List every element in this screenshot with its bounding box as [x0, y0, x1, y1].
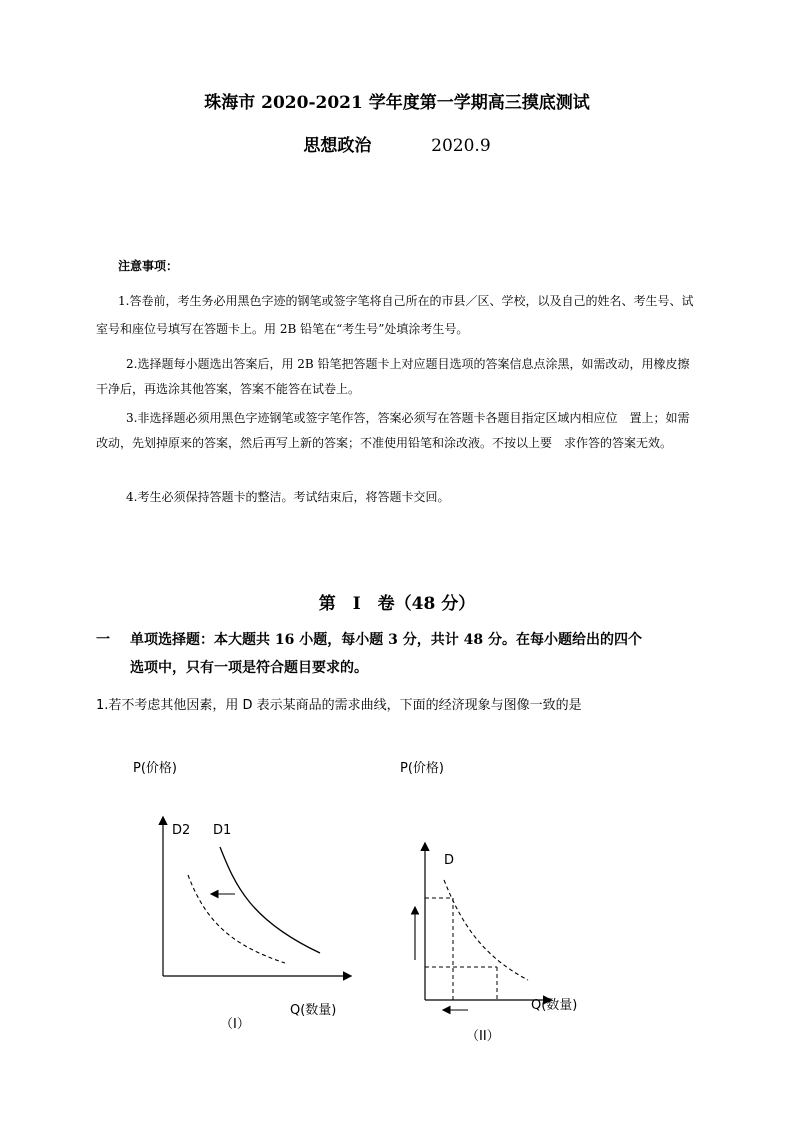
- graph-1: [150, 810, 370, 1010]
- graph-2: [410, 830, 580, 1020]
- graph-2-x-label: Q(数量): [531, 998, 578, 1013]
- graph-1-curve-d2: [188, 875, 285, 963]
- note-item-2: 2.选择题每小题选出答案后，用 2B 铅笔把答题卡上对应题目选项的答案信息点涂黑，如需改动，用橡皮擦干净后，再选涂其他答案，答案不能答在试卷上。: [96, 357, 690, 396]
- part-line-2: 选项中，只有一项是符合题目要求的。: [130, 660, 368, 676]
- exam-title: 珠海市 2020-2021 学年度第一学期高三摸底测试: [204, 93, 590, 113]
- graph-1-label-d1: D1: [213, 823, 232, 838]
- graph-1-curve-d1: [220, 847, 320, 953]
- section-title: 第 I 卷（48 分）: [318, 594, 476, 614]
- part-instructions: [96, 626, 700, 682]
- note-item-1: 1.答卷前，考生务必用黑色字迹的钢笔或签字笔将自己所在的市县／区、学校，以及自己的姓名、考生号、试室号和座位号填写在答题卡上。用 2B 铅笔在“考生号”处填涂考生号。: [96, 294, 694, 336]
- graph-2-caption: （II）: [466, 1029, 500, 1044]
- part-marker: 一: [96, 632, 110, 648]
- note-item-4: 4.考生必须保持答题卡的整洁。考试结束后，将答题卡交回。: [126, 490, 450, 504]
- exam-subtitle: [0, 131, 794, 156]
- part-line-1: 单项选择题：本大题共 16 小题，每小题 3 分，共计 48 分。在每小题给出的四个: [130, 632, 642, 648]
- graph-1-y-label: P(价格): [133, 761, 177, 776]
- graph-1-label-d2: D2: [172, 823, 191, 838]
- exam-date: 2020.9: [431, 136, 491, 156]
- note-item-3: 3.非选择题必须用黑色字迹钢笔或签字笔作答，答案必须写在答题卡各题目指定区域内相应位 置上；如需改动，先划掉原来的答案，然后再写上新的答案；不准使用铅笔和涂改液。不按以上要 求作答的答案无效。: [96, 411, 690, 450]
- graph-1-caption: （I）: [220, 1017, 250, 1032]
- subject-label: 思想政治: [303, 136, 372, 156]
- graph-1-x-label: Q(数量): [290, 1003, 337, 1018]
- graph-2-y-label: P(价格): [400, 761, 444, 776]
- graph-2-curve-d: [444, 880, 528, 980]
- notes-heading: 注意事项：: [118, 259, 179, 273]
- question-1-stem: 1.若不考虑其他因素，用 D 表示某商品的需求曲线，下面的经济现象与图像一致的是: [96, 698, 582, 713]
- graph-2-label-d: D: [444, 853, 455, 868]
